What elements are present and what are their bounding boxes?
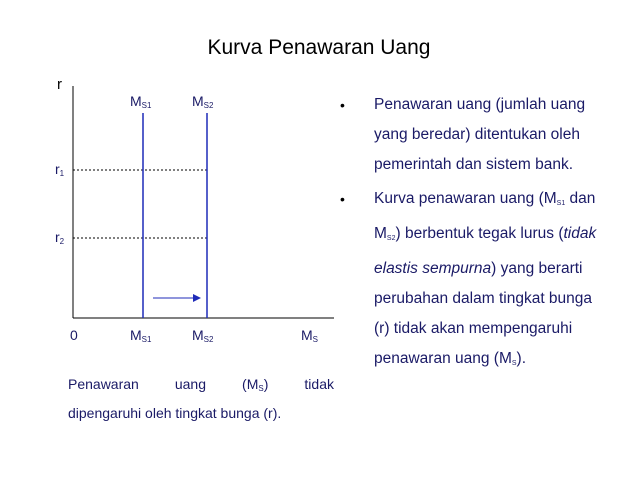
bullet-2-text	[374, 184, 608, 379]
ms2-bottom-sub: S2	[203, 335, 214, 344]
x-axis-sub: S	[312, 335, 319, 344]
bullet-1-text: Penawaran uang (jumlah uang yang beredar) ditentukan oleh pemerintah dan sistem bank.	[374, 96, 586, 173]
r2-sub: 2	[59, 237, 65, 246]
bullet-2-part4: ) yang berarti perubahan dalam tingkat bunga (r) tidak akan mempengaruhi penawaran uang (M	[374, 260, 593, 367]
ms1-bottom-label	[130, 327, 151, 344]
bullet-2-sub2: S2	[386, 235, 396, 242]
ms2-bottom-label	[192, 327, 213, 344]
r2-label	[55, 229, 64, 246]
caption-ms-close: )	[263, 376, 269, 392]
bullet-item-1	[338, 90, 608, 180]
caption-line-2: dipengaruhi oleh tingkat bunga (r).	[68, 405, 282, 421]
caption-word-last: tidak	[304, 376, 334, 392]
caption-ms-open: (M	[242, 376, 259, 392]
bullet-dot: •	[340, 97, 345, 113]
caption-word-2: uang	[174, 376, 207, 392]
bullet-list	[338, 90, 608, 383]
r1-sub: 1	[59, 169, 65, 178]
ms1-top-label	[130, 93, 151, 110]
ms2-bottom-main: M	[192, 327, 204, 343]
bullet-2-sub1: S1	[556, 200, 566, 207]
x-axis-main: M	[301, 327, 313, 343]
ms1-top-main: M	[130, 93, 142, 109]
r1-label	[55, 161, 64, 178]
bullet-2-part2: dan M	[374, 190, 596, 242]
bullet-2-italic: tidak elastis sempurna	[374, 225, 597, 277]
graph-caption	[68, 372, 334, 425]
bullet-2-part3: ) berbentuk tegak lurus (	[395, 225, 564, 242]
origin-label: 0	[70, 327, 78, 343]
shift-arrow-head	[193, 294, 201, 302]
r1-main: r	[55, 161, 60, 177]
bullet-dot: •	[340, 191, 345, 207]
y-axis-label: r	[57, 76, 62, 93]
caption-ms-sub: S	[258, 384, 264, 393]
ms1-bottom-sub: S1	[141, 335, 152, 344]
ms2-top-sub: S2	[203, 101, 214, 110]
caption-ms	[242, 372, 268, 401]
r2-main: r	[55, 229, 60, 245]
caption-word-1: Penawaran	[68, 376, 139, 392]
bullet-2-part1: Kurva penawaran uang (M	[374, 190, 557, 207]
slide-title: Kurva Penawaran Uang	[207, 36, 431, 59]
ms1-top-sub: S1	[141, 101, 152, 110]
caption-line-1	[68, 372, 334, 401]
bullet-2-sub3: S	[511, 360, 517, 367]
bullet-item-2	[338, 184, 608, 379]
x-axis-label	[301, 327, 318, 344]
ms2-top-label	[192, 93, 213, 110]
bullet-2-part5: ).	[516, 350, 527, 367]
ms1-bottom-main: M	[130, 327, 142, 343]
ms2-top-main: M	[192, 93, 204, 109]
